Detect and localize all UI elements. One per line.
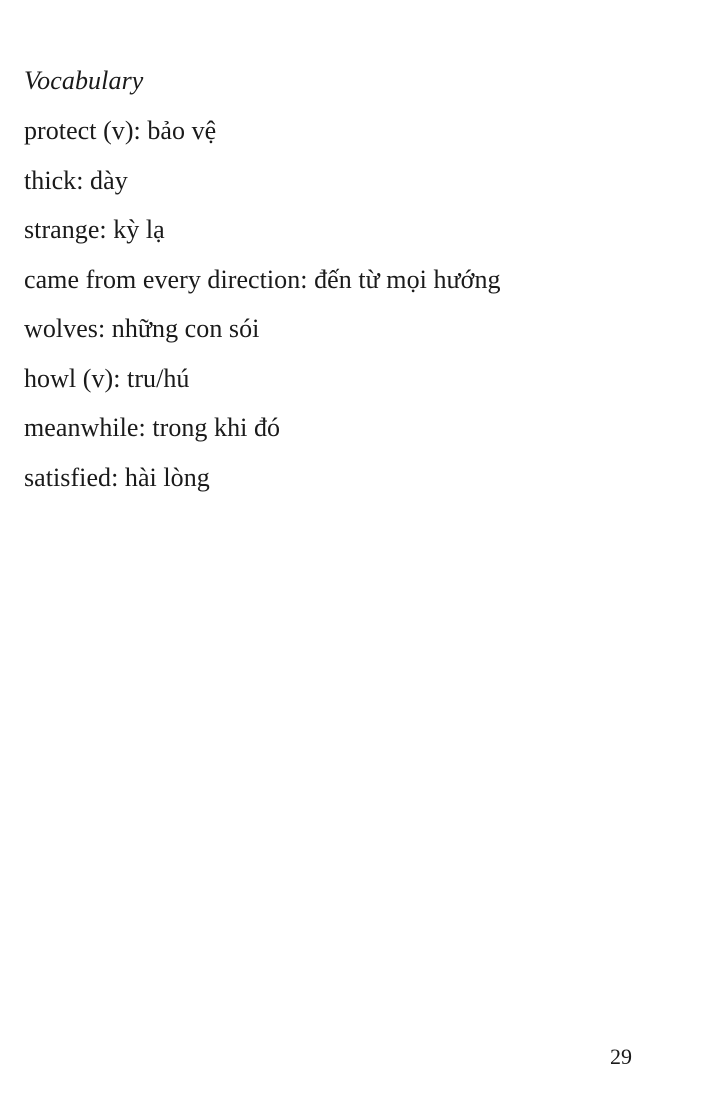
vocabulary-entry: came from every direction: đến từ mọi hướng [24,264,501,294]
vocabulary-entry: satisfied: hài lòng [24,462,210,492]
vocabulary-entry: meanwhile: trong khi đó [24,413,281,442]
vocabulary-entry: strange: kỳ lạ [24,215,165,244]
vocabulary-entry: thick: dày [24,165,128,195]
page-content [24,56,656,1044]
vocabulary-entry: protect (v): bảo vệ [24,116,217,145]
vocabulary-entry: wolves: những con sói [24,314,260,343]
vocabulary-heading: Vocabulary [24,66,144,95]
page-number: 29 [610,1044,632,1069]
vocabulary-entry: howl (v): tru/hú [24,363,190,393]
vocabulary-list [24,106,656,502]
page-footer [24,1044,656,1070]
